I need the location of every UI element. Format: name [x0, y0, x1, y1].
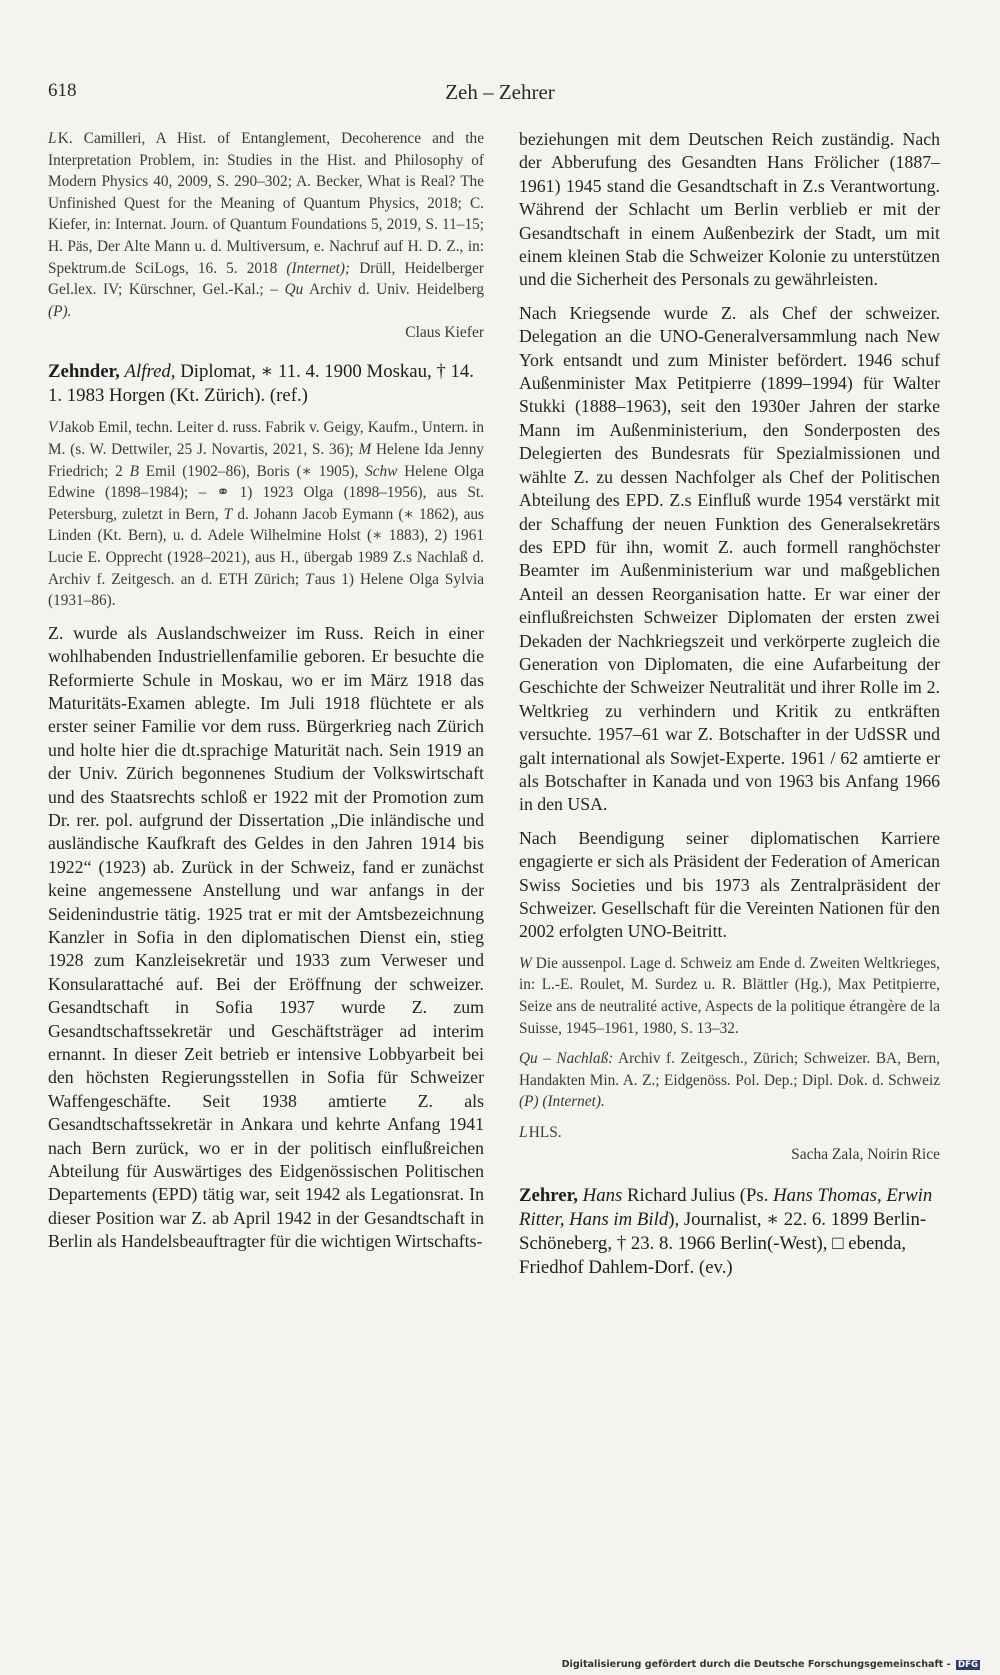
page-number: 618: [48, 80, 77, 101]
entry-heading-zehnder: Zehnder, Alfred, Diplomat, ∗ 11. 4. 1900 Moskau, † 14. 1. 1983 Horgen (Kt. Zürich). (ref.): [48, 361, 474, 407]
works-section: W Die aussenpol. Lage d. Schweiz am Ende d. Zweiten Weltkrieges, in: L.-E. Roulet, M. Surdez u. R. Blättler (Hg.), Max Petitpierre, Seize ans de neutralité active, Aspects de la politique étrangère de la Suisse, 1945–1961, 1980, S. 13–32.: [519, 954, 940, 1037]
right-column: [519, 128, 940, 1280]
genealogy-block: V Jakob Emil, techn. Leiter d. russ. Fabrik v. Geigy, Kaufm., Untern. in M. (s. W. Dettwiler, 25 J. Novartis, 2021, S. 36); M Helene Ida Jenny Friedrich; 2 B Emil (1902–86), Boris (∗ 1905), Schw Helene Olga Edwine (1898–1984); – ⚭ 1) 1923 Olga (1898–1956), aus St. Petersburg, zuletzt in Bern, T d. Johann Jacob Eymann (∗ 1862), aus Linden (Kt. Bern), u. d. Adele Wilhelmine Holst (∗ 1883), 2) 1961 Lucie E. Opprecht (1928–2021), aus H., übergab 1989 Z.s Nachlaß d. Archiv f. Zeitgesch. an d. ETH Zürich; T aus 1) Helene Olga Sylvia (1931–86).: [48, 419, 485, 610]
left-column: [48, 128, 484, 1254]
running-head: Zeh – Zehrer: [445, 80, 555, 104]
digitization-credit: Digitalisierung gefördert durch die Deutsche Forschungsgemeinschaft - DFG: [561, 1659, 978, 1670]
previous-entry-literature: L K. Camilleri, A Hist. of Entanglement, Decoherence and the Interpretation Problem, in: Studies in the Hist. and Philosophy of Modern Physics 40, 2009, S. 290–302; A. Becker, What is Real? The Unfinished Quest for the Meaning of Quantum Physics, 2018; C. Kiefer, in: Internat. Journ. of Quantum Foundations 5, 2019, S. 11–15; H. Päs, Der Alte Mann u. d. Multiversum, e. Nachruf auf H. D. Z., in: Spektrum.de SciLogs, 16. 5. 2018 (Internet); Drüll, Heidelberger Gel.lex. IV; Kürschner, Gel.-Kal.; – Qu Archiv d. Univ. Heidelberg (P).: [48, 130, 485, 320]
literature-section: L HLS.: [519, 1123, 562, 1141]
sources-section: Qu – Nachlaß: Archiv f. Zeitgesch., Zürich; Schweizer. BA, Bern, Handakten Min. A. Z.; Eidgenöss. Pol. Dep.; Dipl. Dok. d. Schweiz (P) (Internet).: [519, 1050, 940, 1111]
biography-paragraph-3: Nach Beendigung seiner diplomatischen Karriere engagierte er sich als Präsident der Federation of American Swiss Societies und bis 1973 als Zentralpräsident der Schweizer. Gesellschaft für die Vereinten Nationen für den 2002 erfolgten UNO-Beitritt.: [519, 827, 940, 942]
biography-paragraph-2: Nach Kriegsende wurde Z. als Chef der schweizer. Delegation an die UNO-Generalversammlung nach New York entsandt und zum Minister befördert. 1946 schuf Außenminister Max Petitpierre (1899–1994) für Walter Stukki (1888–1963), seit den 1930er Jahren der starke Mann im Außenministerium, den Sonderposten des Delegierten des Bundesrats für Spezialmissionen und wählte Z. zu dessen Nachfolger als Chef der Politischen Abteilung des EPD. Z.s Einfluß wurde 1954 verstärkt mit der Schaffung der neuen Funktion des Generalsekretärs des EPD für ihn, womit Z. auch formell ranghöchster Beamter im Außenministerium war und maßgeblichen Anteil an dessen Reorganisation hatte. Er war einer der einflußreichsten Schweizer Diplomaten der ersten zwei Dekaden der Nachkriegszeit und verkörperte zugleich die Generation von Diplomaten, die eine Aufarbeitung der Geschichte der Schweizer Neutralität und ihrer Rolle im 2. Weltkrieg zu verhindern und Kritik zu entkräften versuchte. 1957–61 war Z. Botschafter in der UdSSR und galt international als Sowjet-Experte. 1961 / 62 amtierte er als Botschafter in Kanada und von 1963 bis Anfang 1966 in den USA.: [519, 302, 940, 815]
dfg-logo: DFG: [957, 1660, 978, 1670]
entry-heading-zehrer: Zehrer, Hans Richard Julius (Ps. Hans Thomas, Erwin Ritter, Hans im Bild), Journalist, ∗ 22. 6. 1899 Berlin-Schöneberg, † 23. 8. 1966 Berlin(-West), □ ebenda, Friedhof Dahlem-Dorf. (ev.): [519, 1184, 933, 1278]
biography-paragraph-1: beziehungen mit dem Deutschen Reich zuständig. Nach der Abberufung des Gesandten Hans Frölicher (1887–1961) 1945 stand die Gesandtschaft in Z.s Verantwortung. Während der Schlacht um Berlin verblieb er mit der Gesandtschaft in einem Außenbezirk der Stadt, um mit einem kleinen Stab die Schweizer Kolonie zu unterstützen und die Sicherheit des Personals zu gewährleisten.: [519, 129, 940, 290]
biography-body: Z. wurde als Auslandschweizer im Russ. Reich in einer wohlhabenden Industriellenfamilie geboren. Er besuchte die Reformierte Schule in Moskau, wo er im März 1918 das Maturitäts-Examen ablegte. Im Juli 1918 flüchtete er als erster seiner Familie vor dem russ. Bürgerkrieg nach Zürich und holte hier die dt.sprachige Maturität nach. Sein 1919 an der Univ. Zürich begonnenes Studium der Volkswirtschaft und des Staatsrechts schloß er 1922 mit der Promotion zum Dr. rer. pol. aufgrund der Dissertation „Die inländische und ausländische Kaufkraft des Geldes in den Jahren 1914 bis 1922“ (1923) ab. Zurück in der Schweiz, fand er zunächst keine angemessene Anstellung und war anfangs in der Seidenindustrie tätig. 1925 trat er mit der Amtsbezeichnung Kanzler in Sofia in den diplomatischen Dienst ein, stieg 1928 zum Kanzleisekretär und 1933 zum Verweser und Konsularattaché auf. Bei der Eröffnung der schweizer. Gesandtschaft in Sofia 1937 wurde Z. zum Gesandtschaftssekretär und Geschäftsträger ad interim ernannt. In dieser Zeit betrieb er intensive Lobbyarbeit bei den höchsten Regierungsstellen in Sofia für Schweizer Waffengeschäfte. Seit 1938 amtierte Z. als Gesandtschaftssekretär in Ankara und kehrte Anfang 1941 nach Bern zurück, wo er in der politisch einflußreichen Abteilung für Auswärtiges des Eidgenössischen Politischen Departements (EPD) tätig war, seit 1942 als Legationsrat. In dieser Position war Z. ab April 1942 in der Gesandtschaft in Berlin als Handelsbeauftragter für die wichtigen Wirtschafts-: [48, 622, 484, 1252]
entry-authors: Sacha Zala, Noirin Rice: [791, 1145, 940, 1163]
previous-entry-author: Claus Kiefer: [405, 324, 484, 342]
